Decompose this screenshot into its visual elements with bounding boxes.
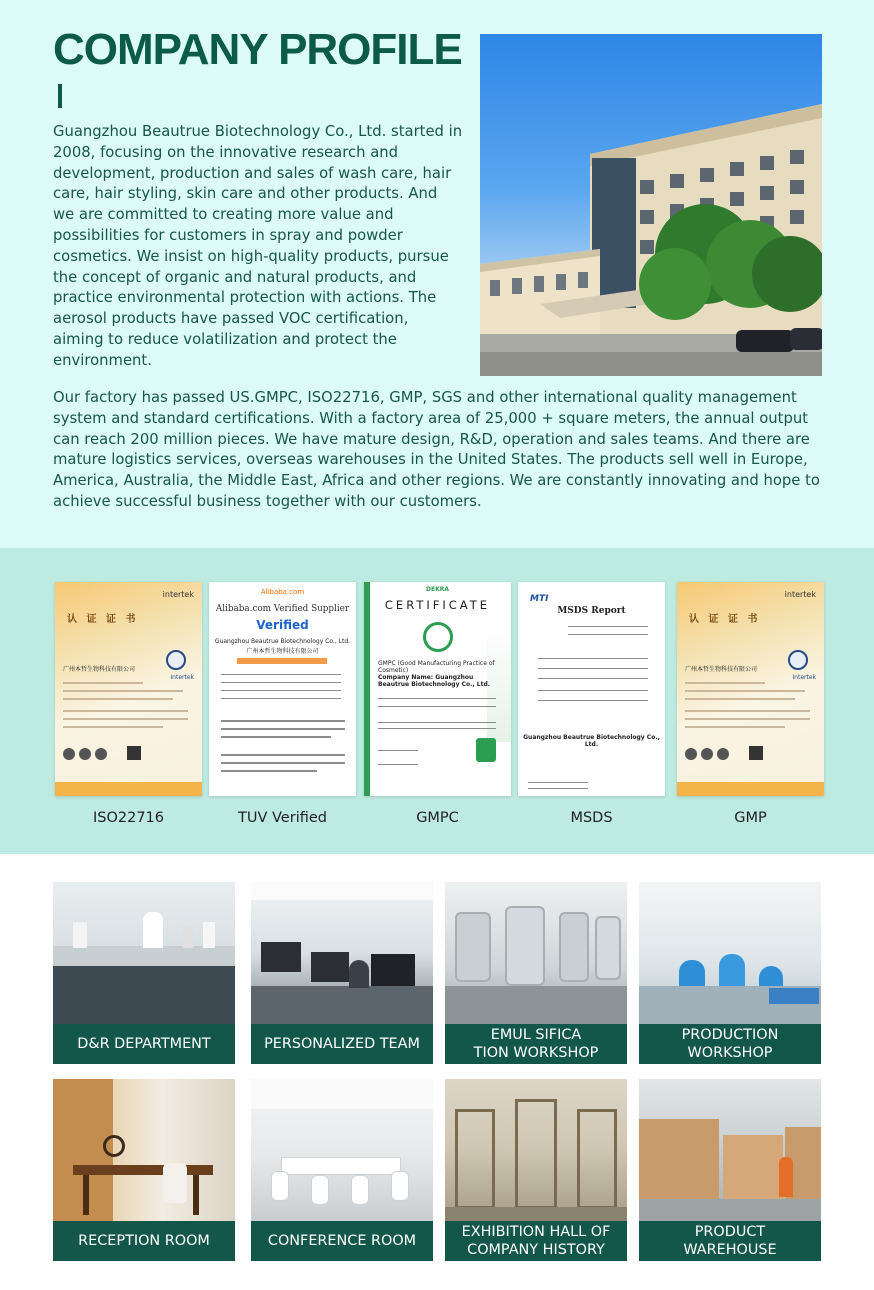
warehouse-photo	[639, 1079, 821, 1221]
facility-tile-personalized-team	[251, 882, 433, 1064]
cert-company: Guangzhou Beautrue Biotechnology Co., Ltd.	[214, 638, 351, 645]
facility-caption: PERSONALIZED TEAM	[251, 1024, 433, 1064]
lab-photo	[53, 882, 235, 1024]
company-profile-section	[0, 0, 874, 548]
qr-code-icon	[127, 746, 141, 760]
globe-icon	[166, 650, 186, 670]
profile-paragraph-2: Our factory has passed US.GMPC, ISO22716, GMP, SGS and other international quality management system and standard certifications. With a factory area of 25,000 + square meters, the annual output can reach 200 million pieces. We have mature design, R&D, operation and sales teams. And there are mature logistics services, overseas warehouses in the United States. The products sell well in Europe, America, Australia, the Middle East, Africa and other regions. We are constantly innovating and hope to achieve successful business together with our customers.	[53, 389, 820, 510]
cert-company-cn: 广州本哲生物科技有限公司	[246, 648, 319, 655]
cert-heading: MSDS Report	[557, 606, 626, 616]
cert-gmp	[677, 582, 824, 796]
dekra-logo: DEKRA	[426, 586, 449, 593]
globe-icon	[788, 650, 808, 670]
company-building-photo	[480, 34, 822, 376]
facility-caption: PRODUCT WAREHOUSE	[639, 1221, 821, 1261]
cert-company: 广州本哲生物科技有限公司	[685, 666, 758, 673]
cert-brand-logo: intertek	[784, 590, 816, 599]
production-photo	[639, 882, 821, 1024]
certificates-section	[0, 548, 874, 854]
facility-caption: EMUL SIFICA TION WORKSHOP	[445, 1024, 627, 1064]
facility-tile-product-warehouse	[639, 1079, 821, 1261]
exhibition-photo	[445, 1079, 627, 1221]
cert-label-gmpc: GMPC	[416, 810, 459, 826]
facility-caption: EXHIBITION HALL OF COMPANY HISTORY	[445, 1221, 627, 1261]
facility-caption: RECEPTION ROOM	[53, 1221, 235, 1261]
qr-code-icon	[749, 746, 763, 760]
profile-paragraph-1: Guangzhou Beautrue Biotechnology Co., Ltd. started in 2008, focusing on the innovative research and development, production and sales of wash care, hair care, hair styling, skin care and other products. And we are committed to creating more value and possibilities for customers in spray and powder cosmetics. We insist on high-quality products, pursue the concept of organic and natural products, and practice environmental protection with actions. The aerosol products have passed VOC certification, aiming to reduce volatilization and protect the environment.	[53, 123, 463, 369]
cert-heading: Alibaba.com Verified Supplier	[215, 604, 350, 614]
cert-company: 广州本哲生物科技有限公司	[63, 666, 136, 673]
title-accent-bar	[58, 84, 62, 108]
facility-tile-emulsification-workshop	[445, 882, 627, 1064]
facility-caption: PRODUCTION WORKSHOP	[639, 1024, 821, 1064]
workshop-photo	[445, 882, 627, 1024]
cert-heading: 认 证 证 书	[689, 614, 761, 625]
page-title: COMPANY PROFILE	[53, 25, 462, 74]
building-illustration	[480, 34, 822, 376]
cert-company: Company Name: Guangzhou Beautrue Biotechnology Co., Ltd.	[378, 674, 491, 688]
cert-heading: CERTIFICATE	[384, 598, 491, 612]
cert-label-msds: MSDS	[570, 810, 613, 826]
cert-seal-text: Intertek	[792, 674, 816, 681]
cert-label-gmp: GMP	[734, 810, 767, 826]
cert-seal-text: Intertek	[170, 674, 194, 681]
cert-brand-logo: intertek	[162, 590, 194, 599]
dekra-stripe	[364, 582, 370, 796]
cert-msds	[518, 582, 665, 796]
cert-label-iso22716: ISO22716	[92, 810, 165, 826]
facility-tile-exhibition-hall	[445, 1079, 627, 1261]
cert-label-tuv-verified: TUV Verified	[238, 810, 327, 826]
conference-photo	[251, 1079, 433, 1221]
cert-gmpc	[364, 582, 511, 796]
facility-tile-reception-room	[53, 1079, 235, 1261]
cert-tuv-verified	[209, 582, 356, 796]
facility-tile-conference-room	[251, 1079, 433, 1261]
mti-logo: MTI	[530, 594, 549, 604]
facility-tile-production-workshop	[639, 882, 821, 1064]
cert-iso22716	[55, 582, 202, 796]
facility-caption: D&R DEPARTMENT	[53, 1024, 235, 1064]
facility-caption: CONFERENCE ROOM	[251, 1221, 433, 1261]
office-photo	[251, 882, 433, 1024]
play-logo-icon	[423, 622, 453, 652]
cert-subtitle: GMPC (Good Manufacturing Practice of Cosmetic)	[378, 660, 495, 674]
facility-tile-dr-department	[53, 882, 235, 1064]
cert-company: Guangzhou Beautrue Biotechnology Co., Ltd.	[523, 734, 660, 748]
verified-badge: Verified	[256, 618, 309, 632]
alibaba-logo: Alibaba.com	[260, 588, 305, 596]
cert-heading: 认 证 证 书	[67, 614, 139, 625]
reception-photo	[53, 1079, 235, 1221]
